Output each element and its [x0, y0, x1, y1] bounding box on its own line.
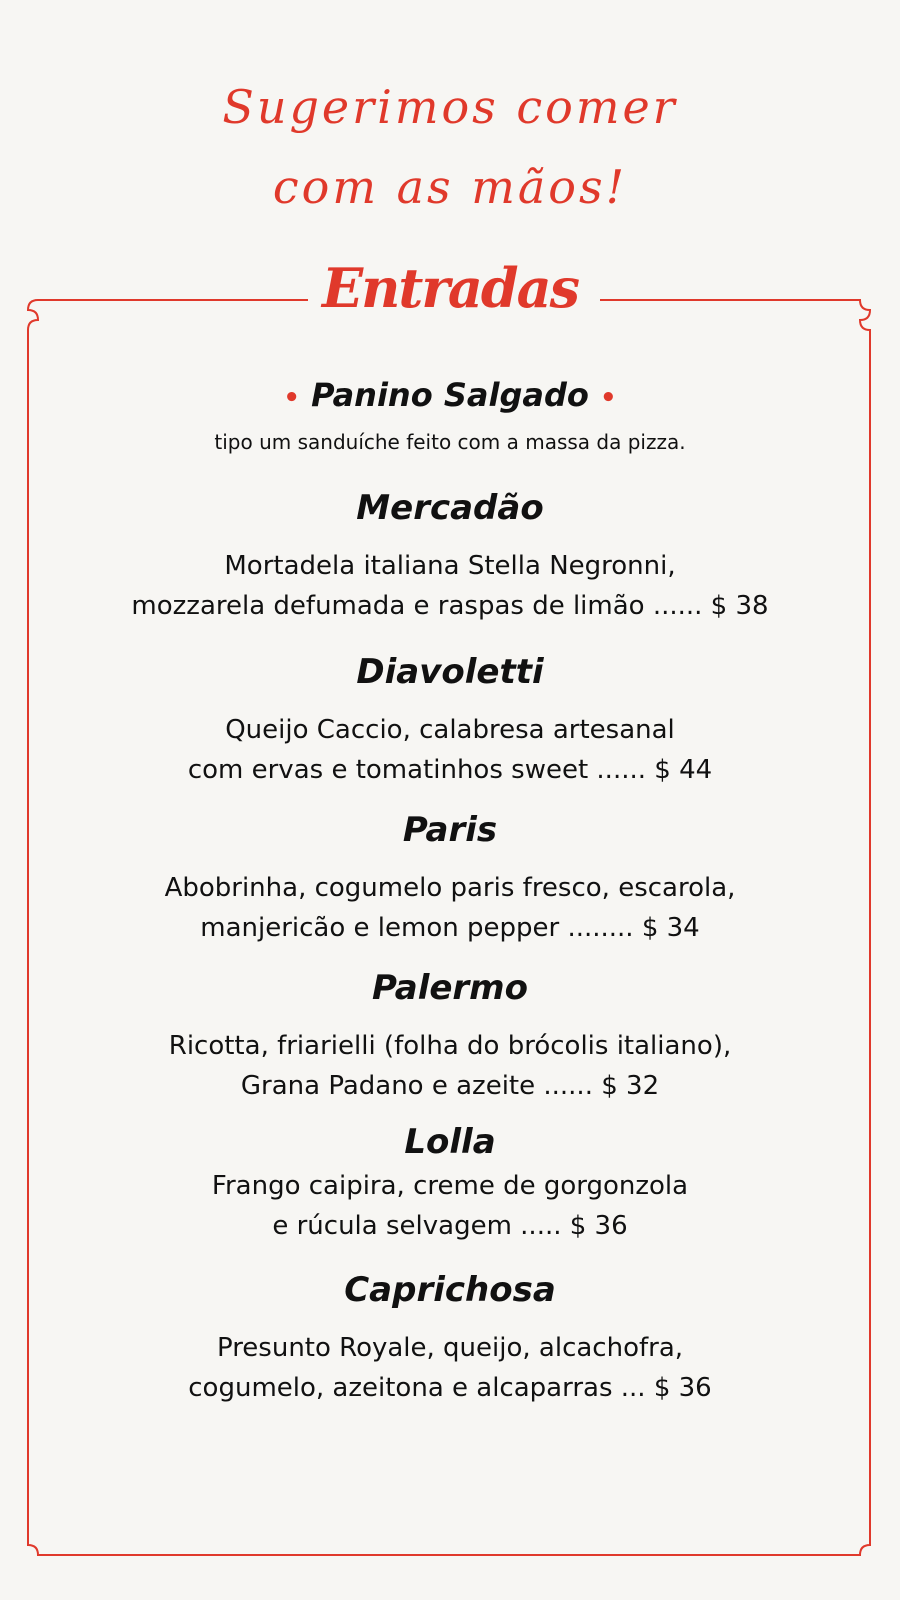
menu-item-description — [0, 1166, 900, 1246]
bullet-dot-icon: • — [599, 383, 617, 413]
intro-title — [0, 376, 900, 414]
menu-item-desc-line-price: com ervas e tomatinhos sweet ...... $ 44 — [187, 755, 713, 785]
menu-item-description — [0, 1328, 900, 1408]
menu-item-desc-line-price: cogumelo, azeitona e alcaparras ... $ 36 — [188, 1373, 712, 1403]
menu-item-name: Mercadão — [356, 488, 544, 528]
menu-item-desc-line-price: manjericão e lemon pepper ........ $ 34 — [200, 913, 700, 943]
intro-subtitle: tipo um sanduíche feito com a massa da pizza. — [214, 430, 686, 454]
tagline-line-2: com as mãos! — [272, 160, 628, 214]
menu-item-desc-line: Ricotta, friarielli (folha do brócolis italiano), — [168, 1031, 732, 1061]
tagline-line-1: Sugerimos comer — [222, 80, 678, 134]
menu-item-name: Lolla — [404, 1122, 496, 1162]
menu-item-name: Diavoletti — [356, 652, 544, 692]
menu-item-desc-line-price: e rúcula selvagem ..... $ 36 — [272, 1211, 628, 1241]
menu-item-desc-line-price: mozzarela defumada e raspas de limão ...... $ 38 — [131, 591, 769, 621]
menu-item-name: Paris — [402, 810, 498, 850]
menu-item-name: Caprichosa — [344, 1270, 556, 1310]
menu-item-description — [0, 1026, 900, 1106]
intro-title-text: Panino Salgado — [311, 376, 589, 414]
menu-item-desc-line: Presunto Royale, queijo, alcachofra, — [216, 1333, 684, 1363]
menu-item-name: Palermo — [372, 968, 528, 1008]
menu-item-desc-line-price: Grana Padano e azeite ...... $ 32 — [240, 1071, 660, 1101]
menu-item-desc-line: Frango caipira, creme de gorgonzola — [211, 1171, 689, 1201]
menu-item-description — [0, 546, 900, 626]
menu-item-description — [0, 710, 900, 790]
menu-item-desc-line: Abobrinha, cogumelo paris fresco, escarola, — [164, 873, 736, 903]
menu-item-desc-line: Mortadela italiana Stella Negronni, — [224, 551, 676, 581]
menu-item-description — [0, 868, 900, 948]
menu-item-desc-line: Queijo Caccio, calabresa artesanal — [225, 715, 675, 745]
section-title: Entradas — [322, 256, 578, 320]
bullet-dot-icon: • — [283, 383, 301, 413]
